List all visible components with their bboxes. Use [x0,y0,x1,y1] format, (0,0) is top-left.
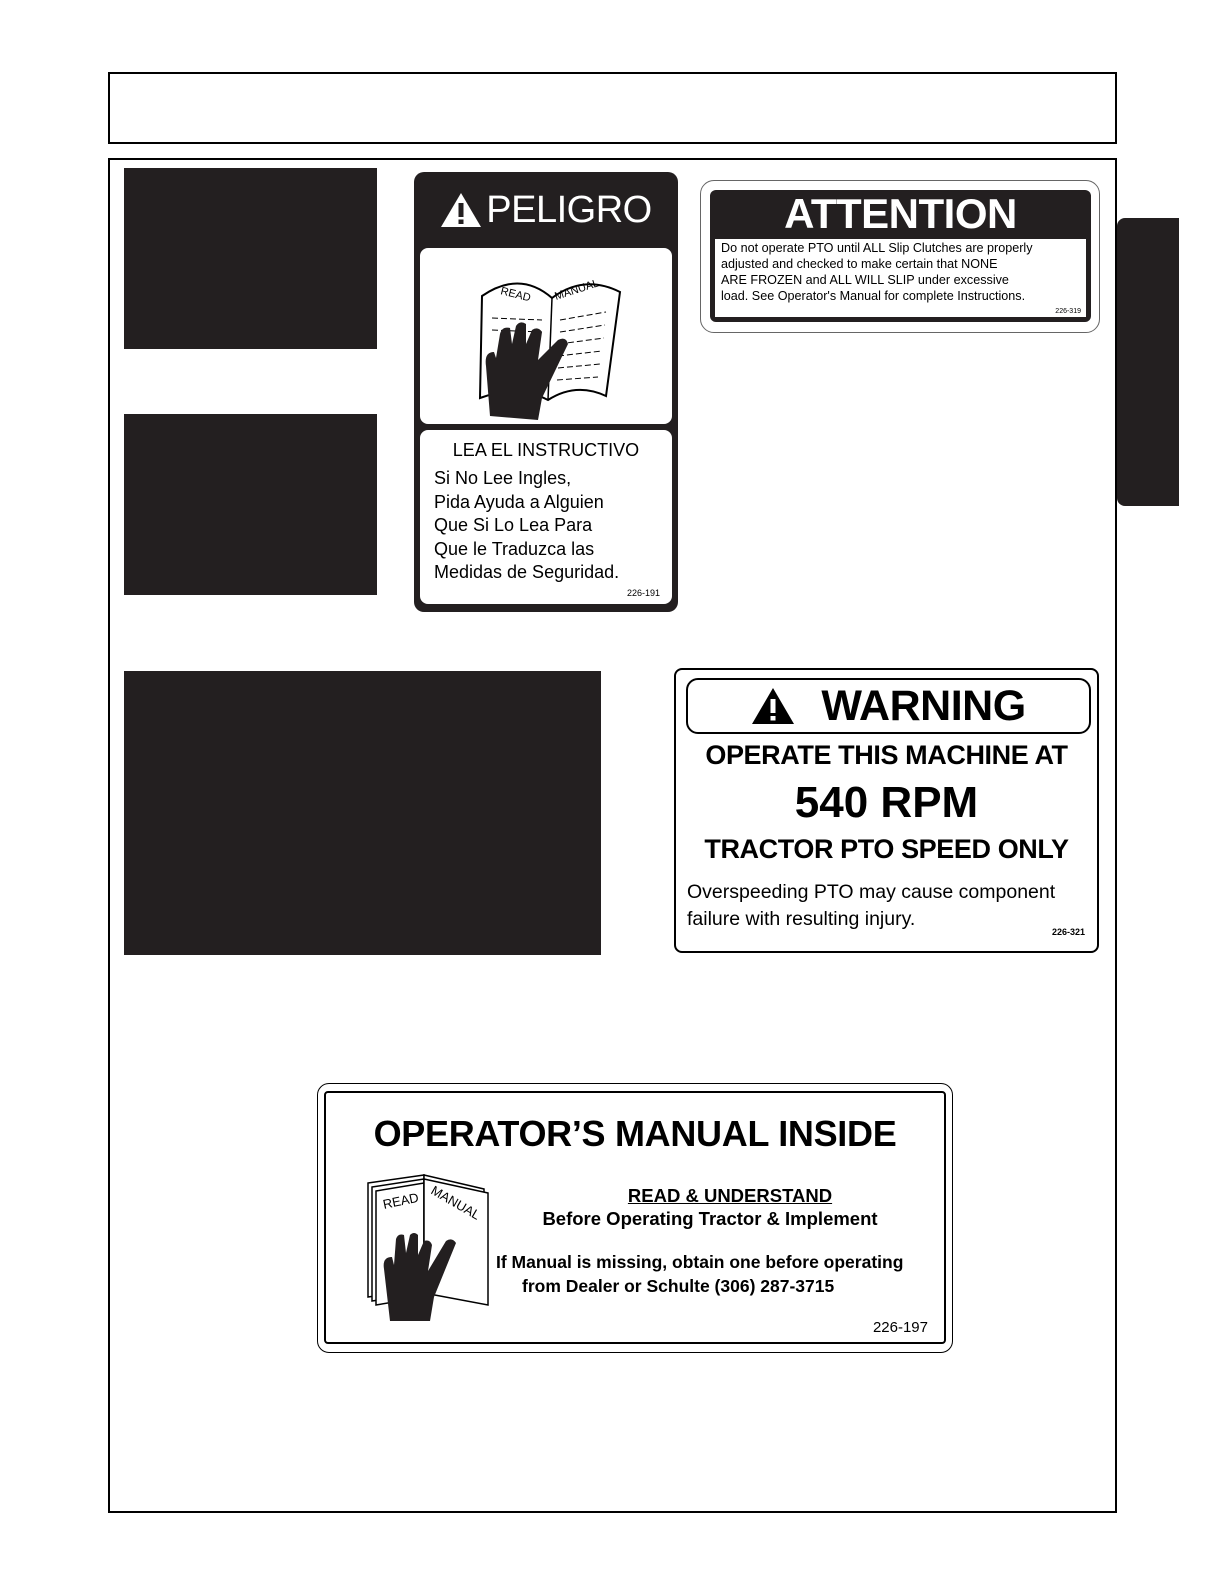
warning-header [686,678,1091,734]
operators-manual-part-code: 226-197 [872,1319,928,1336]
read-understand-heading: READ & UNDERSTAND [627,1185,833,1206]
peligro-header [414,180,678,240]
before-operating-text: Before Operating Tractor & Implement [542,1208,878,1229]
warning-triangle-icon [440,192,482,228]
peligro-title: PELIGRO [486,188,652,231]
warning-line-pto: TRACTOR PTO SPEED ONLY [704,834,1069,864]
section-tab [1117,218,1179,506]
peligro-part-code: 226-191 [626,588,660,598]
warning-body-line: failure with resulting injury. [687,908,916,930]
peligro-line: Que le Traduzca las [434,538,595,559]
warning-body-line: Overspeeding PTO may cause component [687,881,1056,903]
warning-line-operate: OPERATE THIS MACHINE AT [705,740,1068,770]
peligro-line: Medidas de Seguridad. [434,562,620,582]
warning-title: WARNING [821,681,1026,730]
book-manual-label: MANUAL [553,277,601,303]
peligro-line: Que Si Lo Lea Para [434,515,593,535]
attention-decal [710,190,1091,322]
attention-line: load. See Operator's Manual for complete Instructions. [721,289,1026,303]
page-header-box [108,72,1117,144]
attention-line: Do not operate PTO until ALL Slip Clutches are properly [721,241,1033,255]
manual-missing-text: If Manual is missing, obtain one before operating [496,1252,904,1272]
peligro-lines [434,467,672,585]
warning-decal [674,668,1099,953]
attention-body [715,239,1086,317]
hand-pointing-book-icon [420,248,672,424]
peligro-decal [414,172,678,612]
book-read-label: READ [381,1189,420,1212]
read-manual-illustration [354,1169,514,1324]
peligro-line: Si No Lee Ingles, [434,468,572,488]
read-manual-illustration [420,248,672,424]
warning-part-code: 226-321 [1051,927,1085,937]
book-manual-label: MANUAL [428,1182,483,1223]
hand-pointing-book-icon [354,1169,514,1324]
attention-line: adjusted and checked to make certain that NONE [721,257,998,271]
attention-line: ARE FROZEN and ALL WILL SLIP under excessive [721,273,1009,287]
dealer-contact-text: from Dealer or Schulte (306) 287-3715 [522,1276,835,1296]
peligro-line: Pida Ayuda a Alguien [434,491,604,512]
warning-triangle-icon [751,687,795,725]
operators-manual-decal [324,1091,946,1344]
warning-line-rpm: 540 RPM [794,778,979,827]
book-read-label: READ [499,285,532,305]
redacted-decal-2 [124,414,377,595]
peligro-text-panel [420,430,672,604]
attention-title: ATTENTION [784,190,1017,237]
peligro-heading: LEA EL INSTRUCTIVO [452,440,640,460]
operators-manual-title: OPERATOR’S MANUAL INSIDE [373,1113,897,1154]
redacted-decal-3 [124,671,601,955]
attention-part-code: 226-319 [1055,308,1081,315]
warning-body [687,879,1087,933]
redacted-decal-1 [124,168,377,349]
attention-text [721,239,1086,304]
